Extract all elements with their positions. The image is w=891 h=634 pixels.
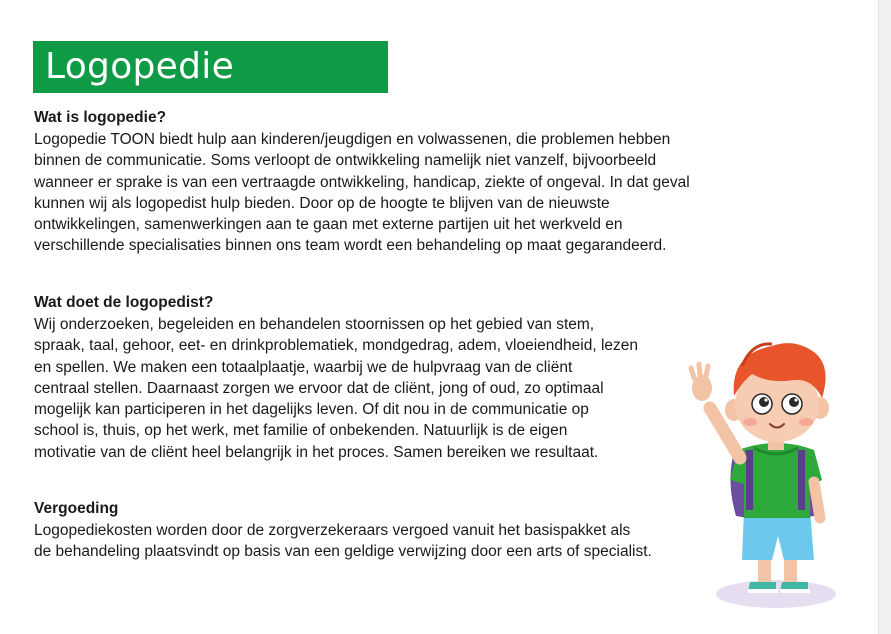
title-banner	[33, 41, 388, 93]
section-wat-doet-de-logopedist	[34, 292, 764, 463]
section-body: Logopedie TOON biedt hulp aan kinderen/jeugdigen en volwassenen, die problemen hebben binnen de communicatie. Soms verloopt de ontwikkeling namelijk niet vanzelf, bijvoorbeeld wanneer er sprake is van een vertraagde ontwikkeling, handicap, ziekte of ongeval. In dat geval kunnen wij als logopedist hulp bieden. Door op de hoogte te blijven van de nieuwste ontwikkelingen, samenwerkingen aan te gaan met externe partijen uit het werkveld en verschillende specialisaties binnen ons team wordt een behandeling op maat gegarandeerd.	[34, 131, 690, 255]
section-body: Logopediekosten worden door de zorgverzekeraars vergoed vanuit het basispakket als de behandeling plaatsvindt op basis van een geldige verwijzing door een arts of specialist.	[34, 522, 652, 561]
waving-boy-illustration	[688, 332, 838, 612]
page-title: Logopedie	[45, 46, 235, 87]
section-body: Wij onderzoeken, begeleiden en behandelen stoornissen op het gebied van stem, spraak, taal, gehoor, eet- en drinkproblematiek, mondgedrag, adem, vloeiendheid, lezen en spellen. We maken een totaalplaatje, waarbij we de hulpvraag van de cliënt centraal stellen. Daarnaast zorgen we ervoor dat de cliënt, jong of oud, zo optimaal mogelijk kan participeren in het dagelijks leven. Of dit nou in de communicatie op school is, thuis, op het werk, met familie of onbekenden. Natuurlijk is de eigen motivatie van de cliënt heel belangrijk in het proces. Samen bereiken we resultaat.	[34, 316, 639, 461]
page-edge	[879, 0, 891, 634]
section-wat-is-logopedie	[34, 107, 764, 257]
section-heading: Wat is logopedie?	[34, 109, 167, 126]
section-heading: Vergoeding	[34, 500, 119, 517]
section-vergoeding	[34, 498, 764, 563]
section-heading: Wat doet de logopedist?	[34, 294, 214, 311]
